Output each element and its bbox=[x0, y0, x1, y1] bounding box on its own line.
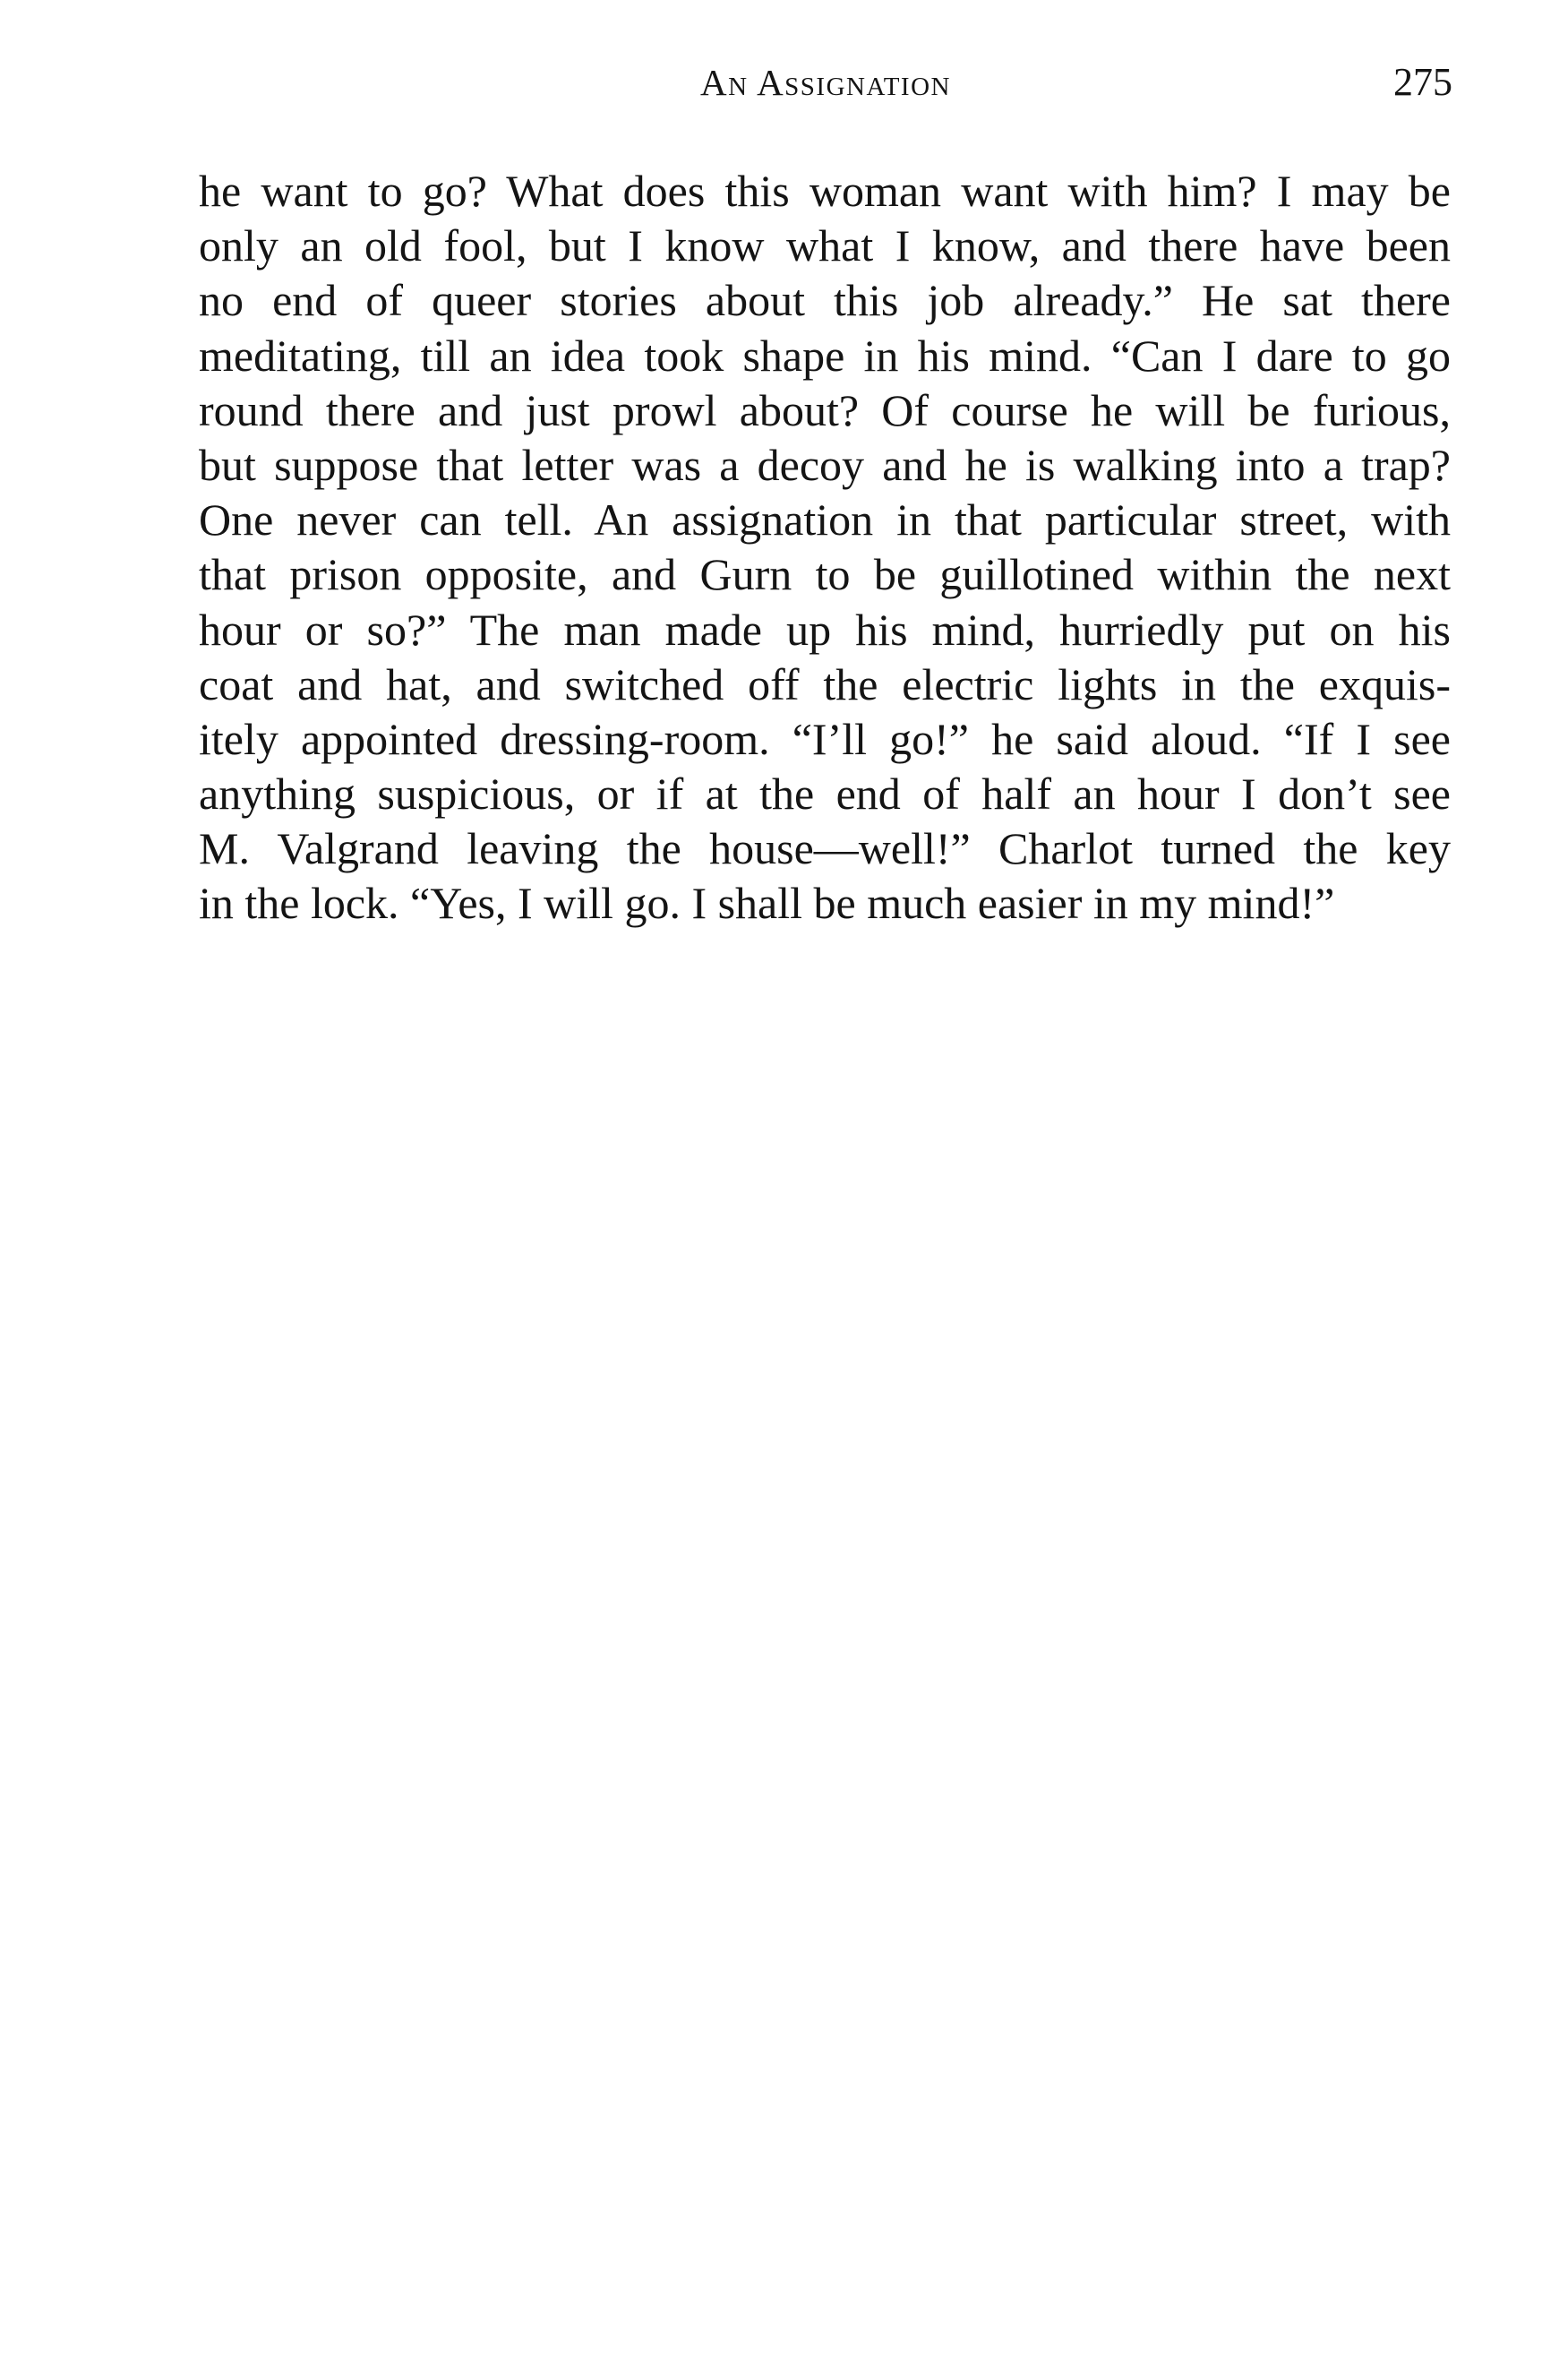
text-line: round there and just prowl about? Of course he will be furious, bbox=[199, 384, 1451, 435]
text-line: hour or so?” The man made up his mind, hurriedly put on his bbox=[199, 604, 1451, 655]
text-line: itely appointed dressing-room. “I’ll go!” he said aloud. “If I see bbox=[199, 713, 1451, 764]
text-line: no end of queer stories about this job already.” He sat there bbox=[199, 275, 1451, 326]
text-line: anything suspicious, or if at the end of half an hour I don’t see bbox=[199, 769, 1451, 820]
body-paragraph bbox=[199, 164, 1451, 932]
text-line: M. Valgrand leaving the house—well!” Charlot turned the key bbox=[199, 823, 1451, 874]
text-line: One never can tell. An assignation in that particular street, with bbox=[199, 494, 1451, 546]
page-number: 275 bbox=[1393, 60, 1452, 104]
text-line: meditating, till an idea took shape in his mind. “Can I dare to go bbox=[199, 330, 1451, 381]
text-line: that prison opposite, and Gurn to be guillotined within the next bbox=[199, 549, 1451, 600]
text-line: but suppose that letter was a decoy and he is walking into a trap? bbox=[199, 439, 1451, 490]
text-line-last: in the lock. “Yes, I will go. I shall be much easier in my mind!” bbox=[199, 878, 1335, 929]
running-header bbox=[199, 56, 1452, 109]
text-line: only an old fool, but I know what I know, and there have been bbox=[199, 220, 1451, 271]
text-line: he want to go? What does this woman want with him? I may be bbox=[199, 166, 1451, 216]
text-line: coat and hat, and switched off the electric lights in the exquis- bbox=[199, 658, 1451, 709]
running-title: An Assignation bbox=[700, 62, 951, 103]
